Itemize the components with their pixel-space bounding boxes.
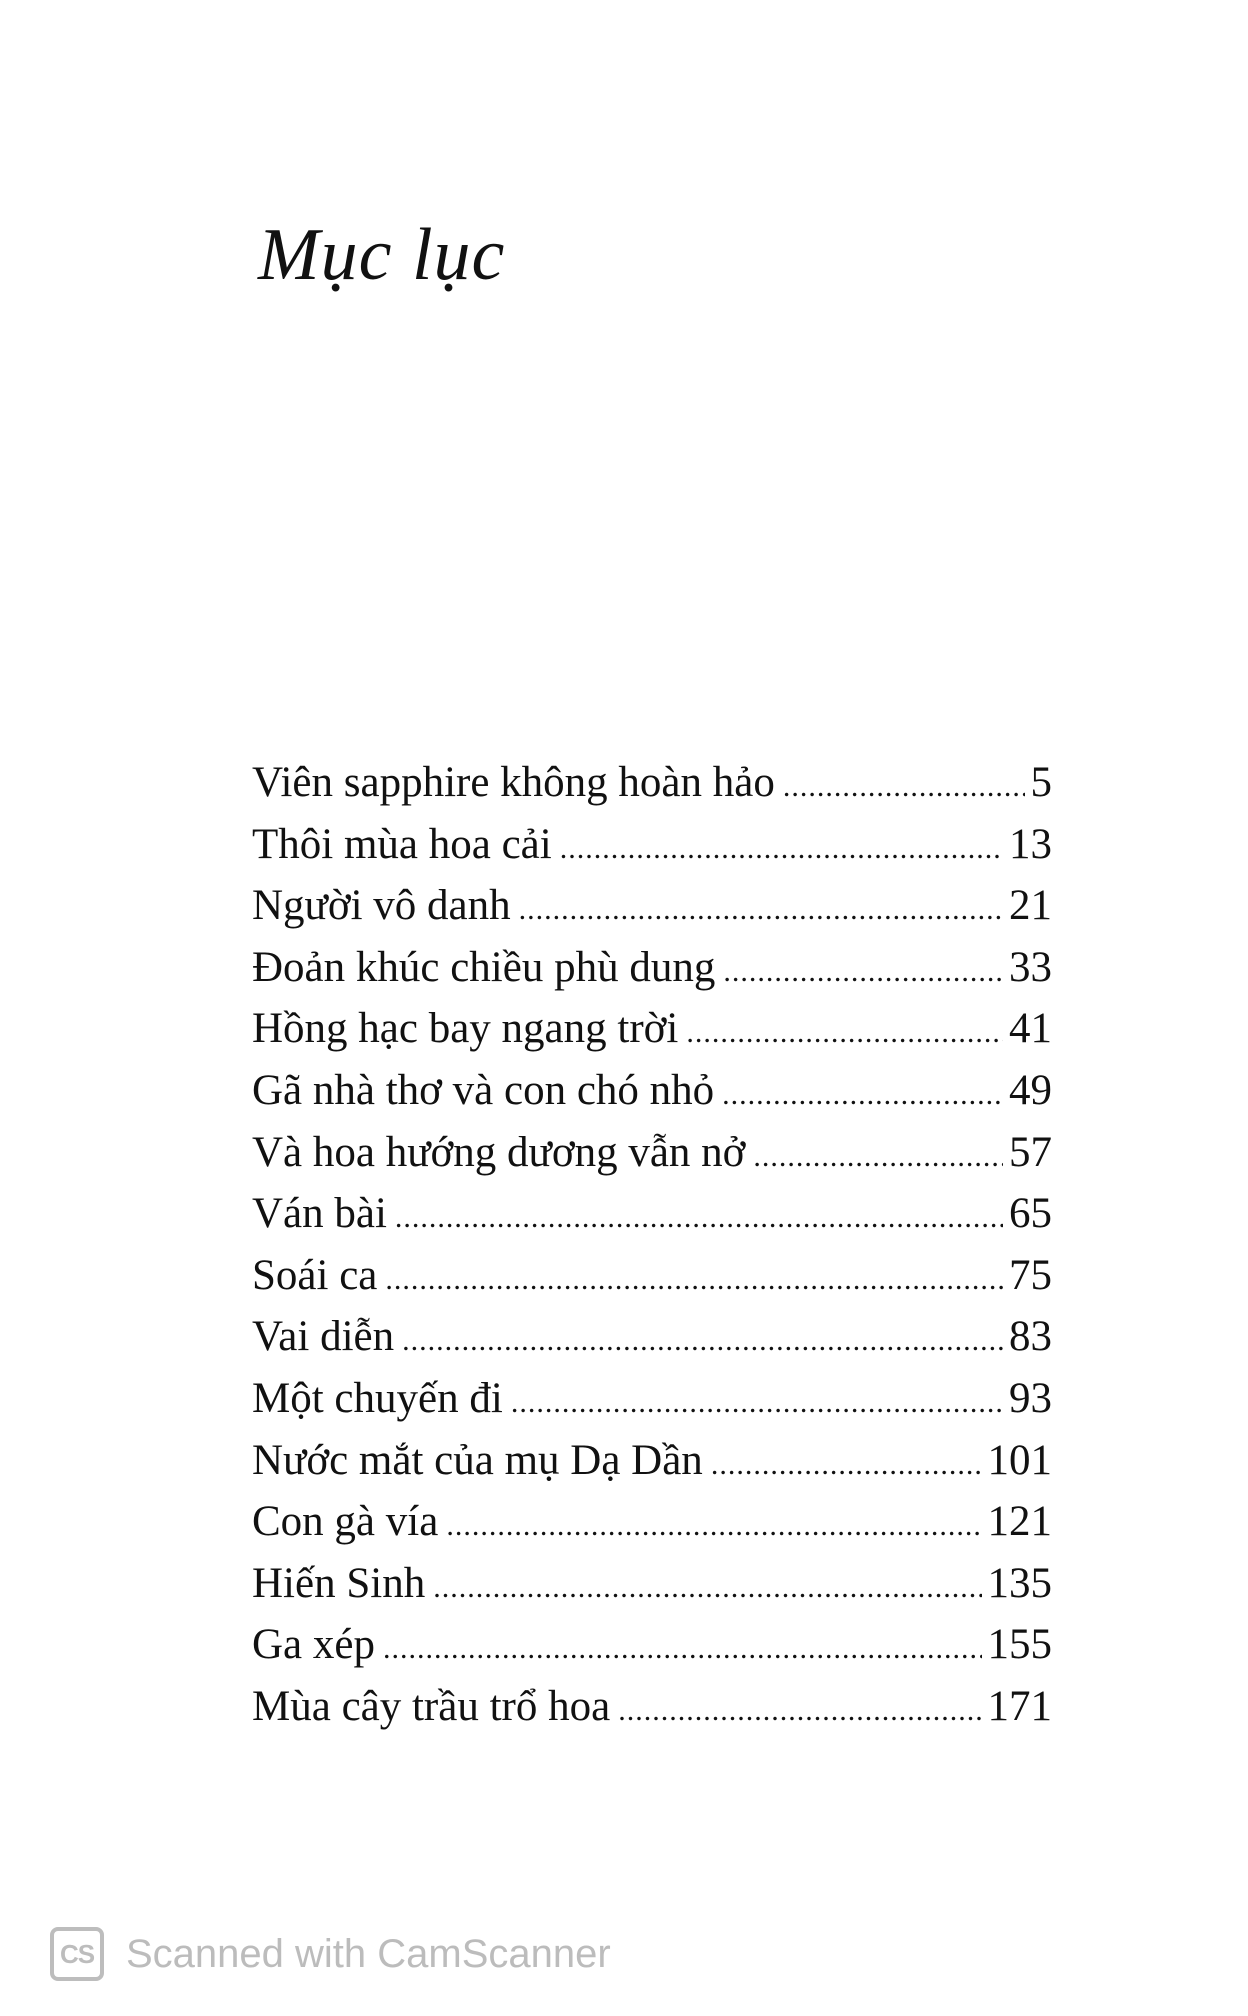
toc-leader-dots [618, 1680, 981, 1742]
toc-entry-title: Hiến Sinh [252, 1559, 426, 1607]
toc-entry-page: 93 [1009, 1374, 1052, 1422]
toc-entry-page: 49 [1009, 1066, 1052, 1114]
toc-entry-page: 65 [1009, 1190, 1052, 1238]
toc-entry[interactable] [252, 752, 1052, 814]
toc-entry-title: Ga xép [252, 1621, 375, 1669]
toc-entry-title: Đoản khúc chiều phù dung [252, 943, 716, 991]
toc-entry[interactable] [252, 1183, 1052, 1245]
toc-entry-title: Người vô danh [252, 882, 511, 930]
toc-entry-title: Nước mắt của mụ Dạ Dần [252, 1436, 703, 1484]
toc-entry[interactable] [252, 1614, 1052, 1676]
page-title: Mục lục [258, 214, 506, 296]
toc-entry[interactable] [252, 998, 1052, 1060]
camscanner-logo-icon: CS [50, 1927, 104, 1981]
toc-entry[interactable] [252, 1491, 1052, 1553]
toc-leader-dots [511, 1372, 1003, 1434]
toc-leader-dots [722, 1064, 1003, 1126]
toc-entry[interactable] [252, 875, 1052, 937]
toc-leader-dots [402, 1310, 1003, 1372]
toc-entry-title: Viên sapphire không hoàn hảo [252, 759, 775, 806]
toc-leader-dots [783, 756, 1025, 818]
toc-entry[interactable] [252, 937, 1052, 999]
toc-leader-dots [723, 941, 1003, 1003]
toc-entry-page: 33 [1009, 943, 1052, 991]
toc-entry-title: Ván bài [252, 1190, 387, 1238]
toc-entry[interactable] [252, 1122, 1052, 1184]
toc-entry[interactable] [252, 1553, 1052, 1615]
toc-entry-title: Thôi mùa hoa cải [252, 820, 552, 868]
toc-entry-title: Và hoa hướng dương vẫn nở [252, 1128, 746, 1176]
toc-leader-dots [383, 1618, 982, 1680]
toc-leader-dots [446, 1495, 981, 1557]
toc-leader-dots [433, 1557, 981, 1619]
toc-entry[interactable] [252, 814, 1052, 876]
toc-entry-page: 41 [1009, 1005, 1052, 1053]
toc-leader-dots [686, 1002, 1003, 1064]
toc-entry-title: Gã nhà thơ và con chó nhỏ [252, 1066, 715, 1114]
toc-entry-page: 135 [987, 1559, 1052, 1607]
toc-entry-page: 171 [987, 1682, 1052, 1730]
toc-entry-page: 5 [1030, 759, 1052, 806]
toc-entry-title: Một chuyến đi [252, 1374, 503, 1422]
watermark-text: Scanned with CamScanner [126, 1931, 611, 1976]
table-of-contents [252, 752, 1052, 1738]
toc-entry[interactable] [252, 1368, 1052, 1430]
toc-leader-dots [711, 1434, 982, 1496]
toc-entry[interactable] [252, 1430, 1052, 1492]
toc-leader-dots [560, 818, 1003, 880]
toc-leader-dots [519, 879, 1003, 941]
toc-entry-page: 155 [987, 1621, 1052, 1669]
toc-entry-page: 101 [987, 1436, 1052, 1484]
toc-entry[interactable] [252, 1676, 1052, 1738]
toc-entry-page: 83 [1009, 1313, 1052, 1361]
toc-entry-title: Con gà vía [252, 1498, 439, 1546]
toc-entry-title: Vai diễn [252, 1313, 395, 1361]
camscanner-watermark [50, 1924, 611, 1984]
toc-entry[interactable] [252, 1306, 1052, 1368]
toc-entry-title: Mùa cây trầu trổ hoa [252, 1682, 611, 1730]
toc-entry-page: 75 [1009, 1251, 1052, 1299]
toc-entry-page: 121 [987, 1498, 1052, 1546]
toc-entry-page: 57 [1009, 1128, 1052, 1176]
toc-entry-page: 13 [1009, 820, 1052, 868]
toc-entry[interactable] [252, 1060, 1052, 1122]
toc-leader-dots [385, 1249, 1003, 1311]
toc-leader-dots [395, 1187, 1003, 1249]
toc-entry-title: Soái ca [252, 1251, 378, 1299]
toc-entry[interactable] [252, 1245, 1052, 1307]
toc-entry-page: 21 [1009, 882, 1052, 930]
toc-entry-title: Hồng hạc bay ngang trời [252, 1005, 679, 1053]
toc-leader-dots [753, 1126, 1003, 1188]
